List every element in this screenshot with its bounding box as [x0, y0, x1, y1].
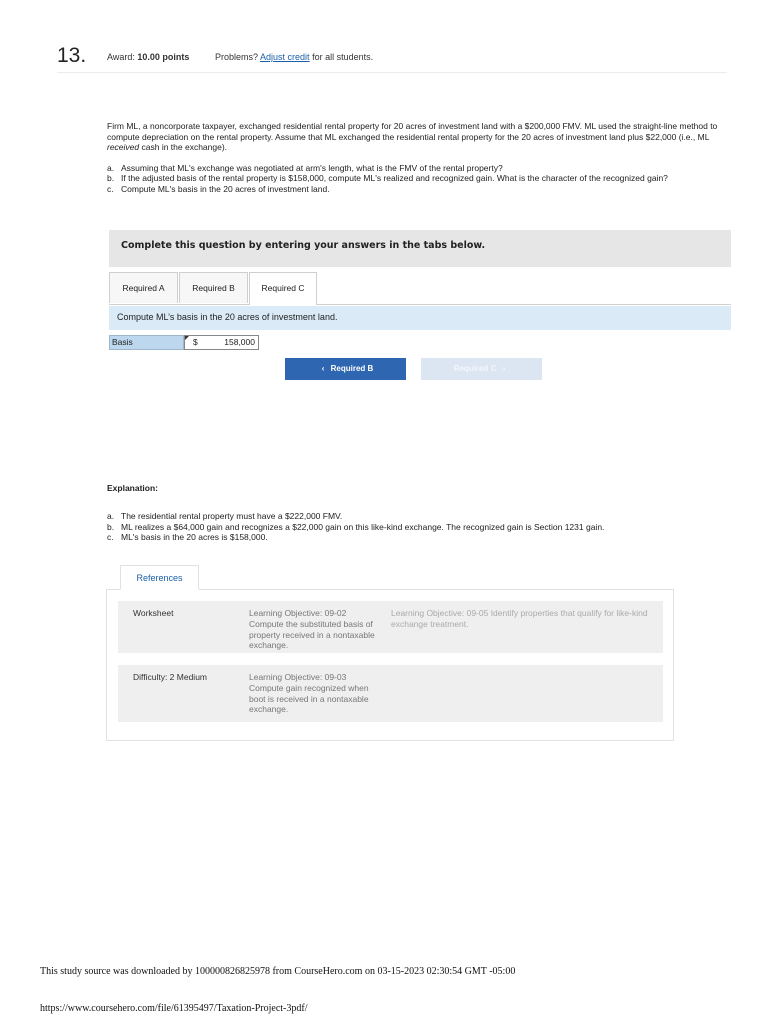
explanation-label: a.	[107, 511, 115, 521]
part-label: a.	[107, 162, 115, 173]
next-button[interactable]	[421, 358, 542, 380]
part-label: b.	[107, 173, 115, 184]
prev-button[interactable]	[285, 358, 406, 380]
question-number: 13.	[57, 44, 87, 67]
question-parts	[107, 163, 727, 195]
problems-label: Problems?	[215, 52, 261, 62]
basis-value: 158,000	[224, 337, 255, 347]
part-text: Compute ML's basis in the 20 acres of investment land.	[121, 183, 330, 194]
explanation-text: ML's basis in the 20 acres is $158,000.	[121, 532, 268, 543]
question-prompt	[107, 121, 727, 153]
question-part-c	[107, 184, 727, 195]
question-body	[107, 121, 727, 195]
part-text: Assuming that ML's exchange was negotiated at arm's length, what is the FMV of the rental property?	[121, 162, 503, 173]
part-label: c.	[107, 183, 114, 194]
instruction-bar	[109, 230, 731, 267]
tab-required-a[interactable]: Required A	[109, 272, 178, 303]
award	[107, 52, 189, 62]
explanation-text: ML realizes a $64,000 gain and recognizes a $22,000 gain on this like-kind exchange. The recognized gain is Section 1231 gain.	[121, 521, 605, 532]
chevron-right-icon: ›	[502, 364, 506, 373]
explanation-item-c	[107, 532, 727, 543]
answer-tabs	[109, 272, 731, 305]
explanation-item-b	[107, 522, 727, 533]
references-tab[interactable]: References	[120, 565, 199, 590]
learning-objective: Learning Objective: 09-05 Identify properties that qualify for like-kind exchange treatment.	[391, 608, 648, 629]
basis-input[interactable]	[184, 335, 259, 350]
references-panel	[106, 589, 674, 741]
chevron-left-icon: ‹	[321, 364, 325, 373]
explanation-text: The residential rental property must have a $222,000 FMV.	[121, 511, 343, 521]
prev-button-label: Required B	[330, 364, 374, 373]
source-url: https://www.coursehero.com/file/61395497/Taxation-Project-3pdf/	[40, 1003, 308, 1014]
tab-required-c[interactable]: Required C	[249, 272, 317, 305]
award-value: 10.00 points	[137, 52, 190, 62]
question-part-a	[107, 163, 727, 174]
learning-objective: Learning Objective: 09-02 Compute the substituted basis of property received in a nontaxable exchange.	[249, 608, 375, 651]
explanation-list	[107, 511, 727, 543]
prompt-text-end: cash in the exchange).	[139, 142, 228, 153]
prompt-italic: received	[107, 142, 140, 153]
tab-required-b[interactable]: Required B	[179, 272, 248, 303]
explanation-item-a	[107, 511, 727, 522]
answer-marker-icon	[185, 336, 189, 340]
download-notice: This study source was downloaded by 100000826825978 from CourseHero.com on 03-15-2023 02:30:54 GMT -05:00	[40, 966, 516, 977]
explanation-label: b.	[107, 521, 115, 532]
reference-row	[118, 601, 663, 653]
tab-prompt-text: Compute ML’s basis in the 20 acres of investment land.	[117, 312, 338, 322]
explanation-title: Explanation:	[107, 483, 159, 493]
adjust-credit-link[interactable]: Adjust credit	[260, 52, 310, 62]
problems-suffix: for all students.	[309, 52, 374, 62]
instruction-text: Complete this question by entering your answers in the tabs below.	[121, 240, 486, 251]
part-text: If the adjusted basis of the rental property is $158,000, compute ML's realized and recognized gain. What is the character of the recognized gain?	[121, 173, 668, 184]
next-button-label: Required C	[453, 364, 497, 373]
learning-objective: Learning Objective: 09-03 Compute gain recognized when boot is received in a nontaxable exchange.	[249, 672, 369, 715]
currency-symbol: $	[193, 337, 198, 347]
basis-label: Basis	[109, 335, 184, 350]
award-label: Award:	[107, 52, 138, 62]
difficulty: Difficulty: 2 Medium	[133, 672, 208, 682]
reference-row	[118, 665, 663, 722]
prompt-text: Firm ML, a noncorporate taxpayer, exchanged residential rental property for 20 acres of investment land with a $200,000 FMV. ML used the straight-line method to compute depreciation on the rental property. Assume that ML exchanged the residential rental property for the 20 acres of investment land plus $22,000 (i.e., ML	[107, 121, 718, 142]
header-divider	[57, 72, 727, 73]
tab-prompt-banner	[109, 306, 731, 330]
explanation-label: c.	[107, 532, 114, 543]
question-part-b	[107, 173, 727, 184]
problems-text	[215, 52, 373, 62]
reference-head: Worksheet	[133, 608, 174, 618]
